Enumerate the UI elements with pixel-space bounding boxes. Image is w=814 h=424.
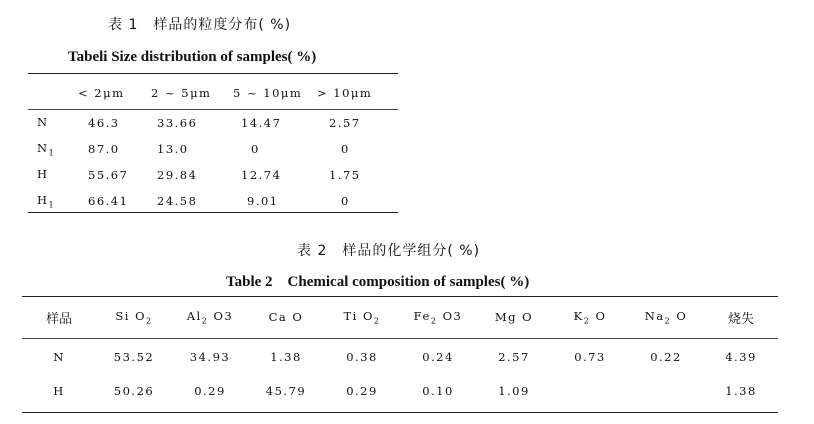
table-row <box>28 188 398 214</box>
table-cell: 0.22 <box>650 350 682 364</box>
header-text: 样品 <box>45 311 72 327</box>
table2-title-en: Table 2 Chemical composition of samples( %) <box>226 274 530 290</box>
table2-header-rule <box>22 338 778 339</box>
table-cell: 13.0 <box>157 142 189 156</box>
header-sub: 2 <box>373 316 381 326</box>
table2-header-cell <box>324 298 400 336</box>
table2 <box>22 298 778 336</box>
row-label: H <box>53 384 65 398</box>
table2-title-cn: 表 2 样品的化学组分( %) <box>297 243 481 259</box>
table2-header-cell <box>400 298 476 336</box>
header-text: Al <box>186 308 202 323</box>
table-cell: 0 <box>251 142 260 156</box>
table2-header-cell <box>628 298 704 336</box>
table-cell: 0.73 <box>574 350 606 364</box>
table2-header-cell <box>704 298 778 336</box>
table1-body <box>28 110 398 214</box>
table-row <box>28 110 398 136</box>
table1-header-cell <box>28 80 78 106</box>
header-text: K <box>573 308 584 323</box>
table-cell: 66.41 <box>88 194 129 208</box>
header-text: Ti O <box>343 308 374 323</box>
table1-header-cell: > 10μm <box>317 86 373 100</box>
table1 <box>28 80 398 106</box>
table-row <box>28 162 398 188</box>
header-sub: 2 <box>430 316 438 326</box>
table-cell: 1.75 <box>329 168 361 182</box>
table2-top-rule <box>22 296 778 297</box>
row-label <box>28 162 78 188</box>
table-cell: 45.79 <box>265 384 307 398</box>
header-text: Ca O <box>268 310 304 324</box>
table1-top-rule <box>28 73 398 74</box>
table-cell: 1.09 <box>498 384 530 398</box>
header-sub: 2 <box>583 316 591 326</box>
table-cell: 24.58 <box>157 194 198 208</box>
row-label-text: N <box>37 114 49 129</box>
table-cell: 1.38 <box>270 350 302 364</box>
row-label-sub: 1 <box>48 200 56 210</box>
table-cell: 12.74 <box>241 168 282 182</box>
header-sub: 2 <box>664 316 672 326</box>
row-label-text: N <box>37 140 49 155</box>
table2-body <box>22 340 778 408</box>
header-text: Na <box>644 308 665 323</box>
table2-header-cell <box>552 298 628 336</box>
table2-header-cell <box>476 298 552 336</box>
row-label-sub: 1 <box>48 148 56 158</box>
header-tail: O3 <box>208 308 234 323</box>
table1-bottom-rule <box>28 212 398 213</box>
table1-header-cell: 2 ~ 5μm <box>151 86 212 100</box>
row-label <box>28 136 78 162</box>
table-cell: 34.93 <box>189 350 231 364</box>
table-cell: 55.67 <box>88 168 129 182</box>
table-cell: 4.39 <box>725 350 757 364</box>
header-tail: O <box>671 308 688 323</box>
table-row <box>22 374 778 408</box>
table-cell: 50.26 <box>113 384 155 398</box>
table-row <box>28 136 398 162</box>
table-cell: 0.10 <box>422 384 454 398</box>
table-cell: 9.01 <box>247 194 279 208</box>
table2-header-cell <box>96 298 172 336</box>
table-cell: 1.38 <box>725 384 757 398</box>
table2-header-cell <box>22 298 96 336</box>
table-cell: 0 <box>341 194 350 208</box>
row-label <box>28 110 78 136</box>
table1-header-cell: < 2μm <box>78 86 125 100</box>
table-cell: 2.57 <box>329 116 361 130</box>
table2-header-cell <box>248 298 324 336</box>
table-cell: 87.0 <box>88 142 120 156</box>
row-label <box>28 188 78 214</box>
table-cell <box>628 374 704 408</box>
table-cell: 0.38 <box>346 350 378 364</box>
header-sub: 2 <box>146 316 153 326</box>
table-cell: 0.24 <box>422 350 454 364</box>
table-cell: 0 <box>341 142 350 156</box>
table-row <box>22 340 778 374</box>
table-cell: 29.84 <box>157 168 198 182</box>
header-text: Si O <box>115 308 147 323</box>
header-text: Mg O <box>494 310 534 324</box>
table-cell: 14.47 <box>241 116 282 130</box>
table-cell: 33.66 <box>157 116 198 130</box>
header-tail: O <box>590 308 607 323</box>
header-tail: O3 <box>437 308 463 323</box>
table-cell: 53.52 <box>113 350 155 364</box>
header-sub: 2 <box>201 316 209 326</box>
table-cell <box>552 374 628 408</box>
header-text: Fe <box>413 308 431 323</box>
row-label: N <box>53 350 65 364</box>
table1-title-en: Tabeli Size distribution of samples( %) <box>68 49 317 65</box>
row-label-text: H <box>37 192 49 207</box>
table1-title-cn: 表 1 样品的粒度分布( %) <box>108 17 292 33</box>
table-cell: 2.57 <box>498 350 530 364</box>
table2-header-row <box>22 298 778 336</box>
table2-bottom-rule <box>22 412 778 413</box>
row-label-text: H <box>37 166 49 181</box>
table1-header-row <box>28 80 398 106</box>
table-cell: 46.3 <box>88 116 120 130</box>
table1-header-cell: 5 ~ 10μm <box>233 86 303 100</box>
table-cell: 0.29 <box>194 384 226 398</box>
table2-header-cell <box>172 298 248 336</box>
table-cell: 0.29 <box>346 384 378 398</box>
header-text: 烧失 <box>727 311 754 327</box>
